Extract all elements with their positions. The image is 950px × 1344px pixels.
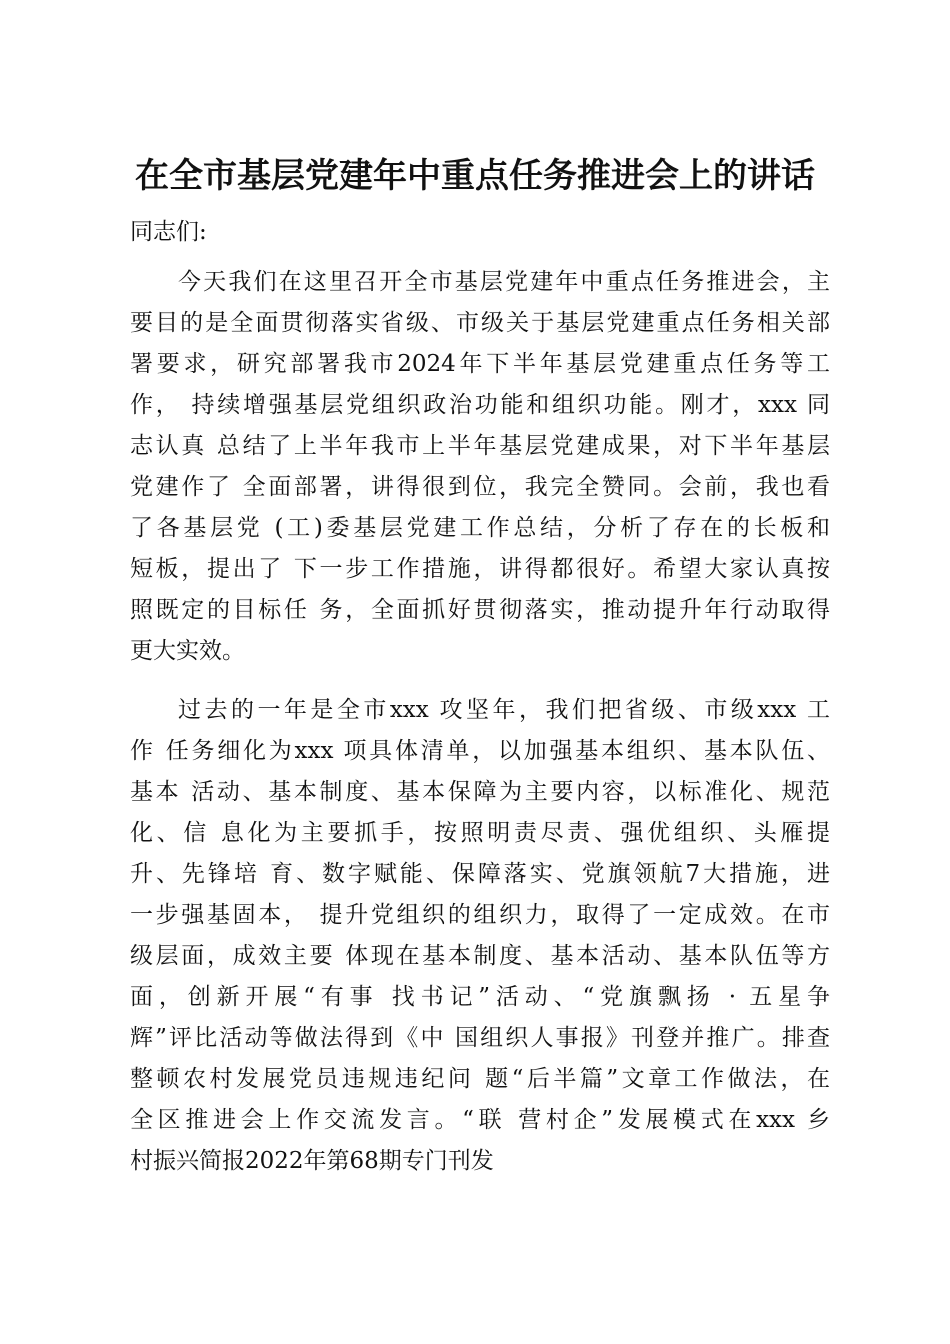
paragraph-1	[130, 262, 830, 672]
document-title: 在全市基层党建年中重点任务推进会上的讲话	[135, 156, 815, 196]
paragraph-2	[130, 690, 830, 1182]
paragraph-line: 今天我们在这里召开全市基层党建年中重点任务推进会，主	[178, 269, 830, 295]
paragraph-line: 志认真 总结了上半年我市上半年基层党建成果，对下半年基层	[130, 433, 830, 459]
paragraph-line: 作 任务细化为xxx 项具体清单，以加强基本组织、基本队伍、	[130, 738, 830, 764]
paragraph-line: 整顿农村发展党员违规违纪问 题“后半篇”文章工作做法，在	[130, 1066, 830, 1092]
paragraph-line: 要目的是全面贯彻落实省级、市级关于基层党建重点任务相关部	[130, 310, 830, 336]
paragraph-line: 基本 活动、基本制度、基本保障为主要内容，以标准化、规范	[130, 779, 830, 805]
paragraph-line: 短板，提出了 下一步工作措施，讲得都很好。希望大家认真按	[130, 556, 830, 582]
paragraph-line: 级层面，成效主要 体现在基本制度、基本活动、基本队伍等方	[130, 943, 830, 969]
paragraph-line: 化、信 息化为主要抓手，按照明责尽责、强优组织、头雁提	[130, 820, 830, 846]
paragraph-line: 更大实效。	[130, 638, 245, 664]
paragraph-line: 作， 持续增强基层党组织政治功能和组织功能。刚才，xxx 同	[130, 392, 830, 418]
paragraph-line: 照既定的目标任 务，全面抓好贯彻落实，推动提升年行动取得	[130, 597, 830, 623]
paragraph-line: 署要求，研究部署我市2024年下半年基层党建重点任务等工	[130, 351, 830, 377]
paragraph-line: 了各基层党 (工)委基层党建工作总结，分析了存在的长板和	[130, 515, 830, 541]
paragraph-line: 面，创新开展“有事 找书记”活动、“党旗飘扬 · 五星争	[130, 984, 830, 1010]
paragraph-line: 村振兴简报2022年第68期专门刊发	[130, 1148, 494, 1174]
paragraph-line: 全区推进会上作交流发言。“联 营村企”发展模式在xxx 乡	[130, 1107, 830, 1133]
paragraph-line: 党建作了 全面部署，讲得很到位，我完全赞同。会前，我也看	[130, 474, 830, 500]
paragraph-line: 辉”评比活动等做法得到《中 国组织人事报》刊登并推广。排查	[130, 1025, 830, 1051]
paragraph-line: 升、先锋培 育、数字赋能、保障落实、党旗领航7大措施，进	[130, 861, 830, 887]
paragraph-line: 过去的一年是全市xxx 攻坚年，我们把省级、市级xxx 工	[178, 697, 830, 723]
paragraph-line: 一步强基固本， 提升党组织的组织力，取得了一定成效。在市	[130, 902, 830, 928]
salutation: 同志们:	[130, 219, 207, 245]
